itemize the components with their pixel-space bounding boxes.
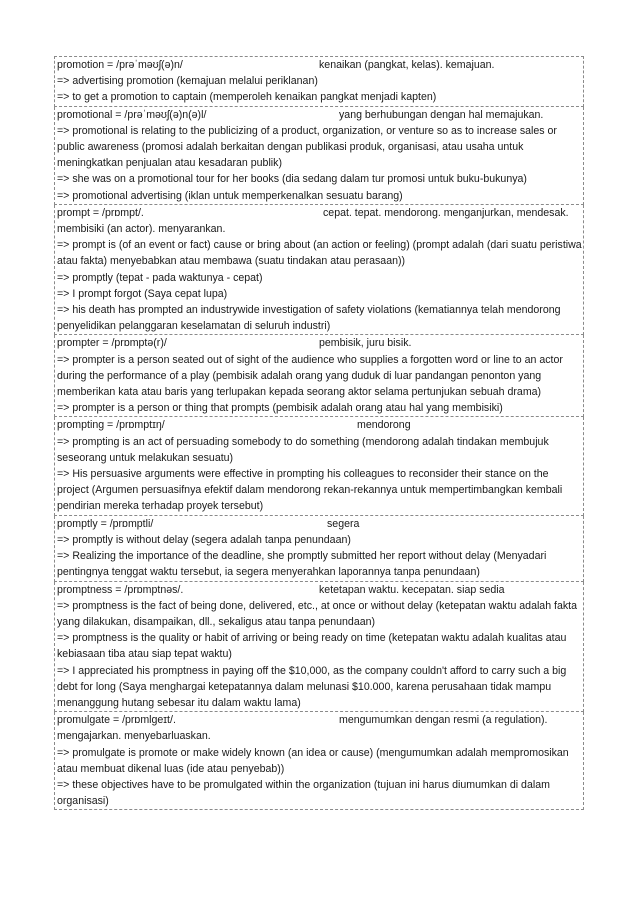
entry-example: => I appreciated his promptness in paying off the $10,000, as the company couldn't afford to carry such a big debt for long (Saya menghargai ketepatannya dalam melunasi $10.000, karena perusahaan tidak mampu menanggung hutang sebesar itu dalam waktu lama) (57, 664, 567, 709)
dictionary-entry (54, 712, 584, 810)
entry-headword-line (57, 335, 582, 351)
entry-example: => his death has prompted an industrywide investigation of safety violations (kematiannya telah mendorong penyelidikan pelanggaran keselamatan di seluruh industri) (57, 304, 561, 333)
entry-gloss: mengumumkan dengan resmi (a regulation). (339, 714, 548, 727)
entry-example: => prompt is (of an event or fact) cause or bring about (an action or feeling) (prompt adalah (dari suatu peristiwa atau fakta) menyebabkan atau membawa (suatu tindakan atau perasaan)) (57, 239, 582, 268)
entry-headword: promptly = /prɒmptli/ (57, 517, 154, 530)
entry-headword-line (57, 417, 582, 433)
entry-gloss: kenaikan (pangkat, kelas). kemajuan. (319, 59, 495, 71)
entry-headword-line (57, 205, 582, 221)
dictionary-entry (54, 205, 584, 336)
entry-example: => promulgate is promote or make widely known (an idea or cause) (mengumumkan adalah mempromosikan atau membuat dikenal luas (ide atau penyebab)) (57, 746, 569, 775)
entry-headword: prompter = /prɒmptə(r)/ (57, 337, 167, 350)
entry-headword-line (57, 57, 582, 73)
entry-continuation: mengajarkan. menyebarluaskan. (57, 730, 211, 743)
dictionary-entry (54, 516, 584, 582)
entry-gloss: yang berhubungan dengan hal memajukan. (339, 108, 544, 121)
entry-example: => Realizing the importance of the deadline, she promptly submitted her report without delay (Menyadari pentingnya tenggat waktu tersebut, ia segera menyerahkan laporannya tanpa penundaan) (57, 550, 547, 579)
entry-gloss: pembisik, juru bisik. (319, 337, 412, 350)
entry-gloss: cepat. tepat. mendorong. menganjurkan, mendesak. (323, 206, 569, 219)
entry-headword-line (57, 516, 582, 532)
entry-headword: promptness = /prɒmptnəs/. (57, 583, 184, 596)
entry-headword: prompting = /prɒmptɪŋ/ (57, 419, 165, 432)
entry-headword-line (57, 582, 582, 598)
entry-example: => promptness is the quality or habit of arriving or being ready on time (ketepatan waktu adalah kualitas atau kebiasaan tiba atau siap tepat waktu) (57, 632, 567, 661)
dictionary-entry (54, 582, 584, 713)
entry-headword: prompt = /prɒmpt/. (57, 206, 144, 219)
entry-example: => these objectives have to be promulgated within the organization (tujuan ini harus diumumkan di dalam organisasi) (57, 778, 550, 808)
dictionary-entry (54, 335, 584, 417)
dictionary-entry (54, 417, 584, 515)
entry-continuation: membisiki (an actor). menyarankan. (57, 223, 226, 236)
entry-gloss: ketetapan waktu. kecepatan. siap sedia (319, 583, 505, 596)
entry-headword: promulgate = /prɒmlgeɪt/. (57, 714, 176, 727)
entry-example: => promotional advertising (iklan untuk memperkenalkan sesuatu barang) (57, 189, 403, 202)
entry-example: => prompting is an act of persuading somebody to do something (mendorong adalah tindakan membujuk seseorang untuk melakukan sesuatu) (57, 435, 549, 464)
dictionary-page (54, 56, 584, 810)
entry-example: => she was on a promotional tour for her books (dia sedang dalam tur promosi untuk buku-bukunya) (57, 173, 527, 186)
entry-example: => His persuasive arguments were effective in prompting his colleagues to reconsider their stance on the project (Argumen persuasifnya efektif dalam mendorong rekan-rekannya untuk mempertimbangkan kembali pendirian mereka terhadap proyek tersebut) (57, 468, 563, 513)
entry-headword: promotional = /prəˈməʊʃ(ə)n(ə)l/ (57, 108, 207, 121)
entry-example: => to get a promotion to captain (memperoleh kenaikan pangkat menjadi kapten) (57, 91, 437, 104)
entry-example: => advertising promotion (kemajuan melalui periklanan) (57, 75, 318, 88)
entry-gloss: segera (327, 517, 360, 530)
dictionary-entry (54, 56, 584, 107)
entry-example: => promotional is relating to the publicizing of a product, organization, or venture so as to increase sales or public awareness (promosi adalah berkaitan dengan publikasi produk, organisasi, atau usaha untuk meningkatkan penjualan atau kesadaran publik) (57, 124, 557, 170)
entry-headword-line (57, 712, 582, 728)
entry-headword-line (57, 107, 582, 123)
entry-example: => prompter is a person seated out of sight of the audience who supplies a forgotten word or line to an actor during the performance of a play (pembisik adalah orang yang duduk di luar pandangan penonton yang memberikan kata atau baris yang terlupakan kepada seorang aktor selama pertunjukan sebuah drama) (57, 353, 563, 399)
entry-headword: promotion = /prəˈməʊʃ(ə)n/ (57, 59, 183, 71)
entry-example: => promptly is without delay (segera adalah tanpa penundaan) (57, 533, 351, 546)
dictionary-entry (54, 107, 584, 205)
entry-example: => I prompt forgot (Saya cepat lupa) (57, 287, 228, 300)
entry-gloss: mendorong (357, 419, 411, 432)
entry-example: => prompter is a person or thing that prompts (pembisik adalah orang atau hal yang membisiki) (57, 402, 503, 415)
entry-example: => promptness is the fact of being done, delivered, etc., at once or without delay (ketepatan waktu adalah fakta yang dilakukan, disampaikan, dll., sekaligus atau tanpa penundaan) (57, 599, 578, 628)
entry-example: => promptly (tepat - pada waktunya - cepat) (57, 271, 263, 284)
